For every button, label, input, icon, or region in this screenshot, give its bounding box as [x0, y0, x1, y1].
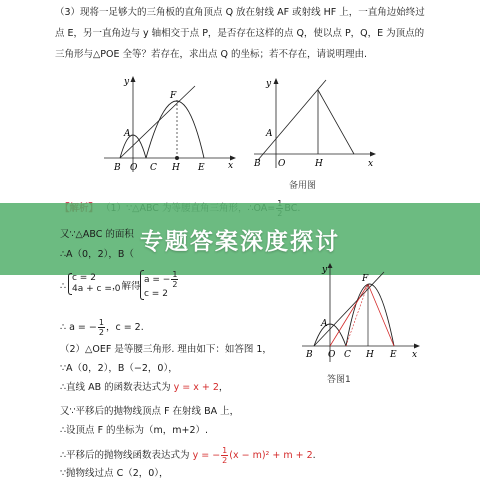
system-2-line-2: c = 2: [144, 289, 168, 299]
x-axis-arrow: [230, 156, 236, 161]
solution-line-8: ∴直线 AB 的函数表达式为 y = x + 2，: [60, 382, 229, 393]
system-2: [144, 270, 179, 300]
answer-label-h: H: [366, 350, 374, 360]
answer-label-b: B: [306, 350, 313, 360]
answer-x-axis-arrow: [414, 344, 420, 349]
answer-translated-parabola: [346, 284, 394, 346]
answer-figure: [300, 262, 422, 366]
backup-label-o: O: [278, 159, 286, 169]
label-h: H: [172, 163, 180, 173]
answer-y-axis-arrow: [328, 263, 333, 268]
backup-label-b: B: [254, 159, 261, 169]
answer-ray-bf: [314, 272, 384, 346]
backup-y-axis-arrow: [274, 78, 279, 84]
problem-line-3: 三角形与△POE 全等？若存在，求出点 Q 的坐标；若不存在，请说明理由.: [55, 49, 368, 60]
solution-line-3: ∴A（0，2），B（: [60, 249, 134, 260]
system-2-line-1: a = − $\frac{1}{2}$: [144, 270, 178, 289]
backup-figure-caption: 备用图: [289, 181, 317, 191]
y-axis-arrow: [131, 76, 136, 82]
solution-line-5: ∴ a = − $\frac{1}{2}$ ，c = 2.: [60, 318, 144, 337]
answer-label-o: O: [328, 350, 336, 360]
backup-label-y: y: [266, 79, 272, 89]
label-c: C: [150, 163, 157, 173]
answer-segment-of: [330, 284, 368, 346]
answer-label-x: x: [412, 350, 418, 360]
backup-figure: [250, 74, 380, 174]
problem-line-1: （3）现将一足够大的三角板的直角顶点 Q 放在射线 AF 或射线 HF 上，一直角边始终过: [55, 7, 425, 18]
answer-figure-caption: 答图1: [327, 375, 351, 385]
answer-label-a: A: [321, 319, 328, 329]
answer-label-f: F: [362, 274, 369, 284]
point-h-dot: [175, 156, 179, 160]
banner-title: 专题答案深度探讨: [140, 228, 340, 255]
therefore-symbol: ∴: [60, 281, 67, 292]
label-a: A: [124, 129, 131, 139]
problem-line-2: 点 E，另一直角边与 y 轴相交于点 P，是否存在这样的点 Q，使以点 P，Q，E 为顶点的: [55, 28, 425, 39]
backup-label-h: H: [315, 159, 323, 169]
label-b: B: [114, 163, 121, 173]
solution-line-10: ∴设顶点 F 的坐标为（m，m+2）.: [60, 425, 209, 436]
label-f: F: [170, 91, 177, 101]
solution-line-7: ∵A（0，2），B（−2，0），: [60, 363, 178, 374]
solution-solve-word: ，解得: [112, 281, 141, 292]
solution-line-11: ∴平移后的抛物线函数表达式为 y = − $\frac{1}{2}$ (x − m)² + m + 2.: [60, 446, 316, 465]
solution-line-9: 又∵平移后的抛物线顶点 F 在射线 BA 上，: [60, 406, 240, 417]
answer-segment-ef: [368, 284, 394, 346]
backup-label-x: x: [368, 159, 374, 169]
main-figure: [100, 72, 240, 176]
backup-label-a: A: [266, 129, 273, 139]
label-y: y: [124, 77, 130, 87]
backup-x-axis-arrow: [370, 152, 376, 157]
backup-ray-af: [258, 80, 326, 160]
translated-parabola: [146, 101, 204, 158]
system-1-line-1: c = 2: [72, 273, 96, 283]
solution-line-12: ∵抛物线过点 C（2，0），: [60, 468, 169, 479]
system-1-line-2: 4a + c = 0: [72, 284, 121, 294]
solution-line-2: 又∵△ABC 的面积: [60, 229, 134, 240]
label-o: O: [130, 163, 138, 173]
label-x: x: [228, 161, 234, 171]
answer-label-e: E: [390, 350, 397, 360]
answer-label-y: y: [322, 265, 328, 275]
ray-bf: [120, 86, 195, 158]
label-e: E: [198, 163, 205, 173]
backup-ray-hf: [318, 90, 354, 154]
solution-line-6: （2）△OEF 是等腰三角形. 理由如下：如答图 1，: [60, 344, 272, 355]
answer-label-c: C: [344, 350, 351, 360]
